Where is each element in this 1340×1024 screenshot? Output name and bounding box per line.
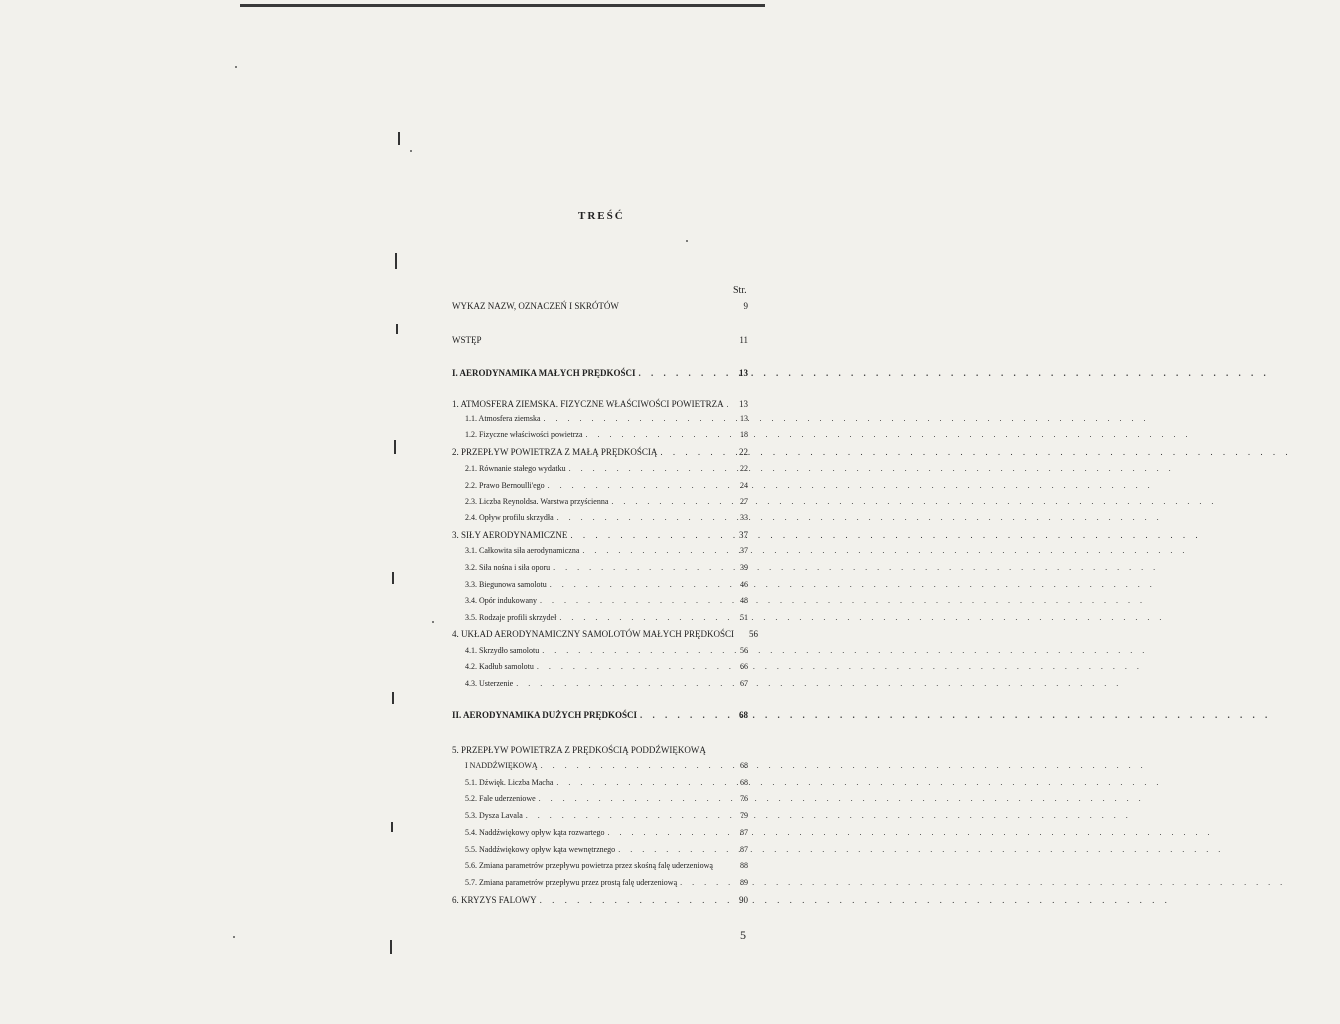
- toc-entry-title: 3.4. Opór indukowany: [465, 596, 537, 605]
- toc-subentry: [465, 461, 748, 477]
- toc-entry: [452, 444, 748, 460]
- toc-entry-page: 18: [740, 430, 748, 439]
- dot-leader: [542, 643, 727, 659]
- dot-leader: [586, 427, 727, 443]
- toc-entry: [452, 332, 748, 348]
- toc-entry-title: 3.3. Biegunowa samolotu: [465, 580, 547, 589]
- dot-leader: [618, 842, 727, 858]
- toc-entry-title: 5.5. Naddźwiękowy opływ kąta wewnętrznego: [465, 845, 616, 854]
- toc-entry-page: 13: [739, 399, 748, 409]
- page-number: 5: [740, 928, 746, 942]
- toc-entry-title: 4.1. Skrzydło samolotu: [465, 646, 540, 655]
- toc-entry-title: I NADDŹWIĘKOWĄ: [465, 761, 538, 770]
- dot-leader: [548, 478, 727, 494]
- dot-leader: [541, 758, 727, 774]
- toc-entry-page: 68: [739, 710, 748, 720]
- dot-leader: [570, 527, 727, 543]
- toc-entry-page: 56: [740, 646, 748, 655]
- toc-entry-page: 9: [743, 301, 748, 311]
- toc-entry: [452, 365, 748, 381]
- dot-leader: [660, 444, 727, 460]
- page-column-header: Str.: [733, 285, 747, 296]
- toc-entry-title: I. AERODYNAMIKA MAŁYCH PRĘDKOŚCI: [452, 368, 636, 378]
- toc-subentry: [465, 560, 748, 576]
- toc-subentry: [465, 610, 748, 626]
- toc-entry: [452, 396, 748, 412]
- toc-entry-page: 76: [740, 794, 748, 803]
- toc-subentry: [465, 775, 748, 791]
- toc-subentry: [465, 858, 748, 874]
- toc-entry-page: 22: [739, 447, 748, 457]
- toc-entry-title: 3.2. Siła nośna i siła oporu: [465, 563, 551, 572]
- toc-entry-page: 90: [739, 895, 748, 905]
- dot-leader: [556, 775, 727, 791]
- toc-entry-title: 5.2. Fale uderzeniowe: [465, 794, 536, 803]
- dot-leader: [611, 494, 727, 510]
- dot-leader: [516, 676, 727, 692]
- toc-entry-page: 13: [740, 414, 748, 423]
- toc-entry: [452, 298, 748, 314]
- toc-entry-page: 24: [740, 481, 748, 490]
- dot-leader: [608, 825, 727, 841]
- toc-entry-title: 5.6. Zmiana parametrów przepływu powietrza przez skośną falę uderzeniową: [465, 861, 713, 870]
- toc-entry: [452, 626, 759, 642]
- toc-entry-title: 5.1. Dźwięk. Liczba Macha: [465, 778, 554, 787]
- toc-subentry: [465, 427, 748, 443]
- toc-entry-page: 67: [740, 679, 748, 688]
- dot-leader: [539, 791, 727, 807]
- toc-entry: [452, 527, 748, 543]
- toc-entry-page: 48: [740, 596, 748, 605]
- toc-entry: [452, 892, 748, 908]
- dot-leader: [557, 510, 727, 526]
- toc-entry-title: 5. PRZEPŁYW POWIETRZA Z PRĘDKOŚCIĄ PODDŹWIĘKOWĄ: [452, 745, 706, 755]
- toc-entry-page: 27: [740, 497, 748, 506]
- toc-subentry: [465, 758, 748, 774]
- toc-subentry: [465, 875, 748, 891]
- toc-entry-title: 3.5. Rodzaje profili skrzydeł: [465, 613, 557, 622]
- toc-entry-title: 2.3. Liczba Reynoldsa. Warstwa przyścienna: [465, 497, 609, 506]
- toc-subentry: [465, 643, 748, 659]
- dot-leader: [550, 577, 727, 593]
- dot-leader: [639, 365, 727, 381]
- toc-entry-page: 37: [740, 546, 748, 555]
- toc-entry-page: 11: [739, 335, 748, 345]
- toc-subentry: [465, 577, 748, 593]
- toc-entry-title: 2.1. Równanie stałego wydatku: [465, 464, 566, 473]
- toc-subentry: [465, 791, 748, 807]
- toc-entry-page: 22: [740, 464, 748, 473]
- toc-entry-title: 5.4. Naddźwiękowy opływ kąta rozwartego: [465, 828, 605, 837]
- toc-entry-title: 1. ATMOSFERA ZIEMSKA. FIZYCZNE WŁAŚCIWOŚCI POWIETRZA: [452, 399, 724, 409]
- page-title: TREŚĆ: [578, 210, 625, 222]
- dot-leader: [559, 610, 727, 626]
- toc-entry-page: 51: [740, 613, 748, 622]
- toc-entry-title: 4. UKŁAD AERODYNAMICZNY SAMOLOTÓW MAŁYCH PRĘDKOŚCI: [452, 629, 735, 639]
- toc-entry-page: 87: [740, 845, 748, 854]
- toc-entry-page: 13: [739, 368, 748, 378]
- toc-entry-page: 56: [749, 629, 759, 639]
- toc-entry-page: 33: [740, 513, 748, 522]
- toc-entry-title: 4.2. Kadłub samolotu: [465, 662, 534, 671]
- toc-subentry: [465, 659, 748, 675]
- toc-entry-page: 87: [740, 828, 748, 837]
- toc-entry-page: 37: [739, 530, 748, 540]
- toc-entry: [452, 707, 748, 723]
- toc-subentry: [465, 510, 748, 526]
- toc-entry-page: 68: [740, 761, 748, 770]
- dot-leader: [569, 461, 727, 477]
- toc-entry-title: WSTĘP: [452, 335, 482, 345]
- toc-entry-page: 39: [740, 563, 748, 572]
- dot-leader: [680, 875, 727, 891]
- toc-entry-title: 6. KRYZYS FALOWY: [452, 895, 537, 905]
- toc-subentry: [465, 808, 748, 824]
- toc-entry-title: 4.3. Usterzenie: [465, 679, 514, 688]
- toc-entry-page: 79: [740, 811, 748, 820]
- dot-leader: [582, 543, 727, 559]
- toc-subentry: [465, 842, 748, 858]
- toc-entry-title: 5.7. Zmiana parametrów przepływu przez prostą falę uderzeniową: [465, 878, 678, 887]
- toc-entry: [452, 742, 748, 758]
- toc-entry-title: 1.2. Fizyczne właściwości powietrza: [465, 430, 583, 439]
- toc-entry-title: II. AERODYNAMIKA DUŻYCH PRĘDKOŚCI: [452, 710, 638, 720]
- toc-entry-page: 66: [740, 662, 748, 671]
- toc-subentry: [465, 593, 748, 609]
- toc-entry-title: 1.1. Atmosfera ziemska: [465, 414, 541, 423]
- toc-subentry: [465, 676, 748, 692]
- toc-subentry: [465, 411, 748, 427]
- dot-leader: [553, 560, 727, 576]
- toc-entry-page: 89: [740, 878, 748, 887]
- dot-leader: [540, 593, 727, 609]
- dot-leader: [540, 892, 727, 908]
- toc-entry-title: 2.2. Prawo Bernoulli'ego: [465, 481, 545, 490]
- toc-entry-title: 5.3. Dysza Lavala: [465, 811, 523, 820]
- toc-subentry: [465, 494, 748, 510]
- toc-subentry: [465, 478, 748, 494]
- dot-leader: [544, 411, 727, 427]
- toc-entry-title: WYKAZ NAZW, OZNACZEŃ I SKRÓTÓW: [452, 301, 619, 311]
- toc-entry-title: 2.4. Opływ profilu skrzydła: [465, 513, 554, 522]
- toc-entry-title: 3. SIŁY AERODYNAMICZNE: [452, 530, 568, 540]
- toc-entry-page: 46: [740, 580, 748, 589]
- dot-leader: [537, 659, 727, 675]
- toc-subentry: [465, 825, 748, 841]
- toc-entry-title: 2. PRZEPŁYW POWIETRZA Z MAŁĄ PRĘDKOŚCIĄ: [452, 447, 658, 457]
- toc-subentry: [465, 543, 748, 559]
- dot-leader: [640, 707, 727, 723]
- toc-entry-page: 68: [740, 778, 748, 787]
- toc-entry-title: 3.1. Całkowita siła aerodynamiczna: [465, 546, 580, 555]
- toc-entry-page: 88: [740, 861, 748, 870]
- dot-leader: [526, 808, 727, 824]
